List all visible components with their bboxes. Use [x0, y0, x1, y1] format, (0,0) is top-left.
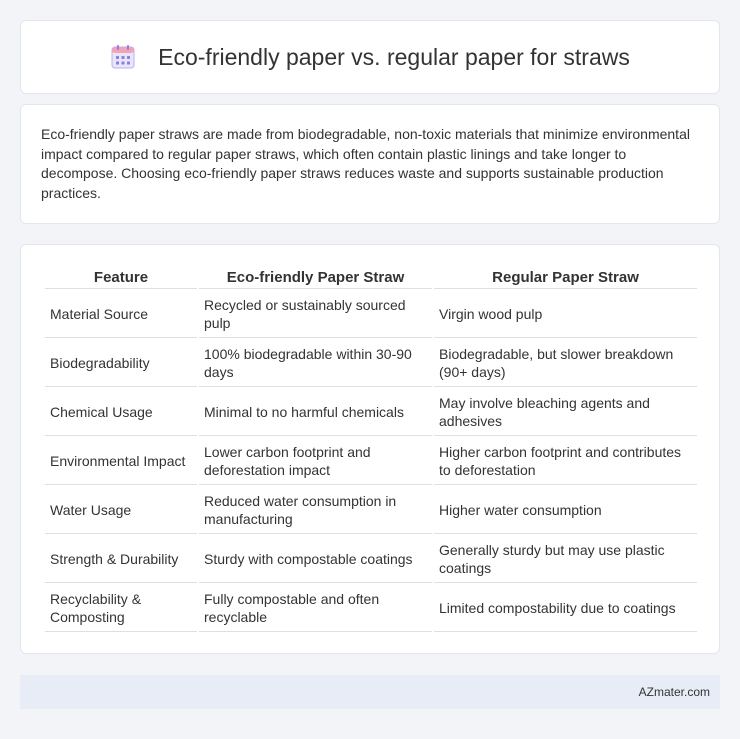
column-header-eco-friendly: Eco-friendly Paper Straw	[199, 265, 432, 289]
regular-cell: Higher carbon footprint and contributes to deforestation	[434, 438, 697, 485]
page-title: Eco-friendly paper vs. regular paper for straws	[158, 43, 630, 70]
intro-card	[20, 104, 720, 224]
eco-friendly-cell: Sturdy with compostable coatings	[199, 536, 432, 583]
feature-cell: Material Source	[45, 291, 197, 338]
regular-cell: Virgin wood pulp	[434, 291, 697, 338]
eco-friendly-cell: Reduced water consumption in manufacturing	[199, 487, 432, 534]
regular-cell: Generally sturdy but may use plastic coatings	[434, 536, 697, 583]
eco-friendly-cell: 100% biodegradable within 30-90 days	[199, 340, 432, 387]
column-header-feature: Feature	[45, 265, 197, 289]
title-card	[20, 20, 720, 94]
footer-bar	[20, 675, 720, 709]
eco-friendly-cell: Recycled or sustainably sourced pulp	[199, 291, 432, 338]
table-row	[45, 389, 697, 436]
footer-brand: AZmater.com	[638, 685, 710, 699]
column-header-regular: Regular Paper Straw	[434, 265, 697, 289]
table-row	[45, 340, 697, 387]
calendar-icon	[110, 44, 136, 70]
table-row	[45, 536, 697, 583]
regular-cell: Limited compostability due to coatings	[434, 585, 697, 632]
feature-cell: Water Usage	[45, 487, 197, 534]
table-row	[45, 291, 697, 338]
table-row	[45, 585, 697, 632]
eco-friendly-cell: Lower carbon footprint and deforestation impact	[199, 438, 432, 485]
feature-cell: Environmental Impact	[45, 438, 197, 485]
table-row	[45, 438, 697, 485]
comparison-table	[43, 263, 699, 634]
regular-cell: Higher water consumption	[434, 487, 697, 534]
table-row	[45, 487, 697, 534]
feature-cell: Strength & Durability	[45, 536, 197, 583]
intro-paragraph: Eco-friendly paper straws are made from biodegradable, non-toxic materials that minimize environmental impact compared to regular paper straws, which often contain plastic linings and take longer to decompose. Choosing eco-friendly paper straws reduces waste and supports sustainable production practices.	[41, 126, 690, 201]
eco-friendly-cell: Minimal to no harmful chemicals	[199, 389, 432, 436]
regular-cell: Biodegradable, but slower breakdown (90+ days)	[434, 340, 697, 387]
table-header-row	[45, 265, 697, 289]
comparison-card	[20, 244, 720, 654]
feature-cell: Chemical Usage	[45, 389, 197, 436]
eco-friendly-cell: Fully compostable and often recyclable	[199, 585, 432, 632]
regular-cell: May involve bleaching agents and adhesives	[434, 389, 697, 436]
feature-cell: Biodegradability	[45, 340, 197, 387]
feature-cell: Recyclability & Composting	[45, 585, 197, 632]
